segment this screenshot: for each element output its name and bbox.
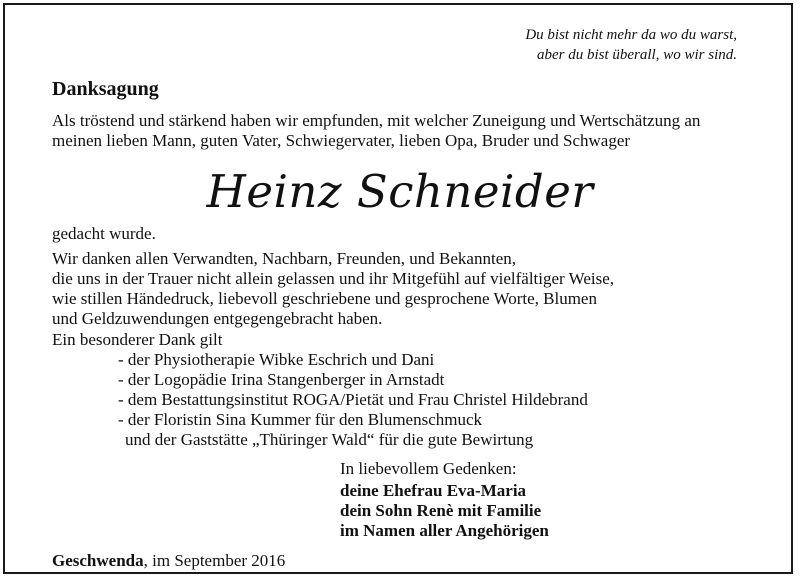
intro-line: Als tröstend und stärkend haben wir empfunden, mit welcher Zuneigung und Wertschätzung an xyxy=(52,111,701,130)
signature-intro: In liebevollem Gedenken: xyxy=(340,459,517,478)
signature-name: im Namen aller Angehörigen xyxy=(340,521,549,540)
special-thanks-list xyxy=(118,350,588,450)
footer-date: , im September 2016 xyxy=(143,551,286,570)
commemorated-text: gedacht wurde. xyxy=(52,224,156,243)
special-thanks-item: - der Floristin Sina Kummer für den Blumenschmuck xyxy=(118,410,483,429)
obituary-card xyxy=(3,3,793,574)
special-thanks-item: - der Physiotherapie Wibke Eschrich und Dani xyxy=(118,350,435,369)
special-thanks-intro: Ein besonderer Dank gilt xyxy=(52,330,223,349)
special-thanks-item: und der Gaststätte „Thüringer Wald“ für die gute Bewirtung xyxy=(125,430,534,449)
thanks-line: und Geldzuwendungen entgegengebracht haben. xyxy=(52,309,383,328)
heading-title: Danksagung xyxy=(52,78,159,100)
thanks-line: wie stillen Händedruck, liebevoll geschriebene und gesprochene Worte, Blumen xyxy=(52,289,597,308)
signature-names xyxy=(340,481,549,541)
thanks-line: Wir danken allen Verwandten, Nachbarn, Freunden, und Bekannten, xyxy=(52,249,516,268)
motto-line-1: Du bist nicht mehr da wo du warst, xyxy=(525,27,737,43)
special-thanks-item: - dem Bestattungsinstitut ROGA/Pietät und Frau Christel Hildebrand xyxy=(118,390,588,409)
footer-place-date xyxy=(52,551,285,571)
deceased-name: Heinz Schneider xyxy=(206,165,594,218)
thanks-paragraph xyxy=(52,249,614,329)
intro-line: meinen lieben Mann, guten Vater, Schwiegervater, lieben Opa, Bruder und Schwager xyxy=(52,131,631,150)
special-thanks-item: - der Logopädie Irina Stangenberger in Arnstadt xyxy=(118,370,445,389)
signature-name: dein Sohn Renè mit Familie xyxy=(340,501,542,520)
motto-line-2: aber du bist überall, wo wir sind. xyxy=(536,47,737,63)
motto-quote xyxy=(525,25,737,65)
footer-place: Geschwenda xyxy=(52,551,144,570)
signature-name: deine Ehefrau Eva-Maria xyxy=(340,481,527,500)
thanks-line: die uns in der Trauer nicht allein gelassen und ihr Mitgefühl auf vielfältiger Weise, xyxy=(52,269,615,288)
intro-text xyxy=(52,111,700,151)
